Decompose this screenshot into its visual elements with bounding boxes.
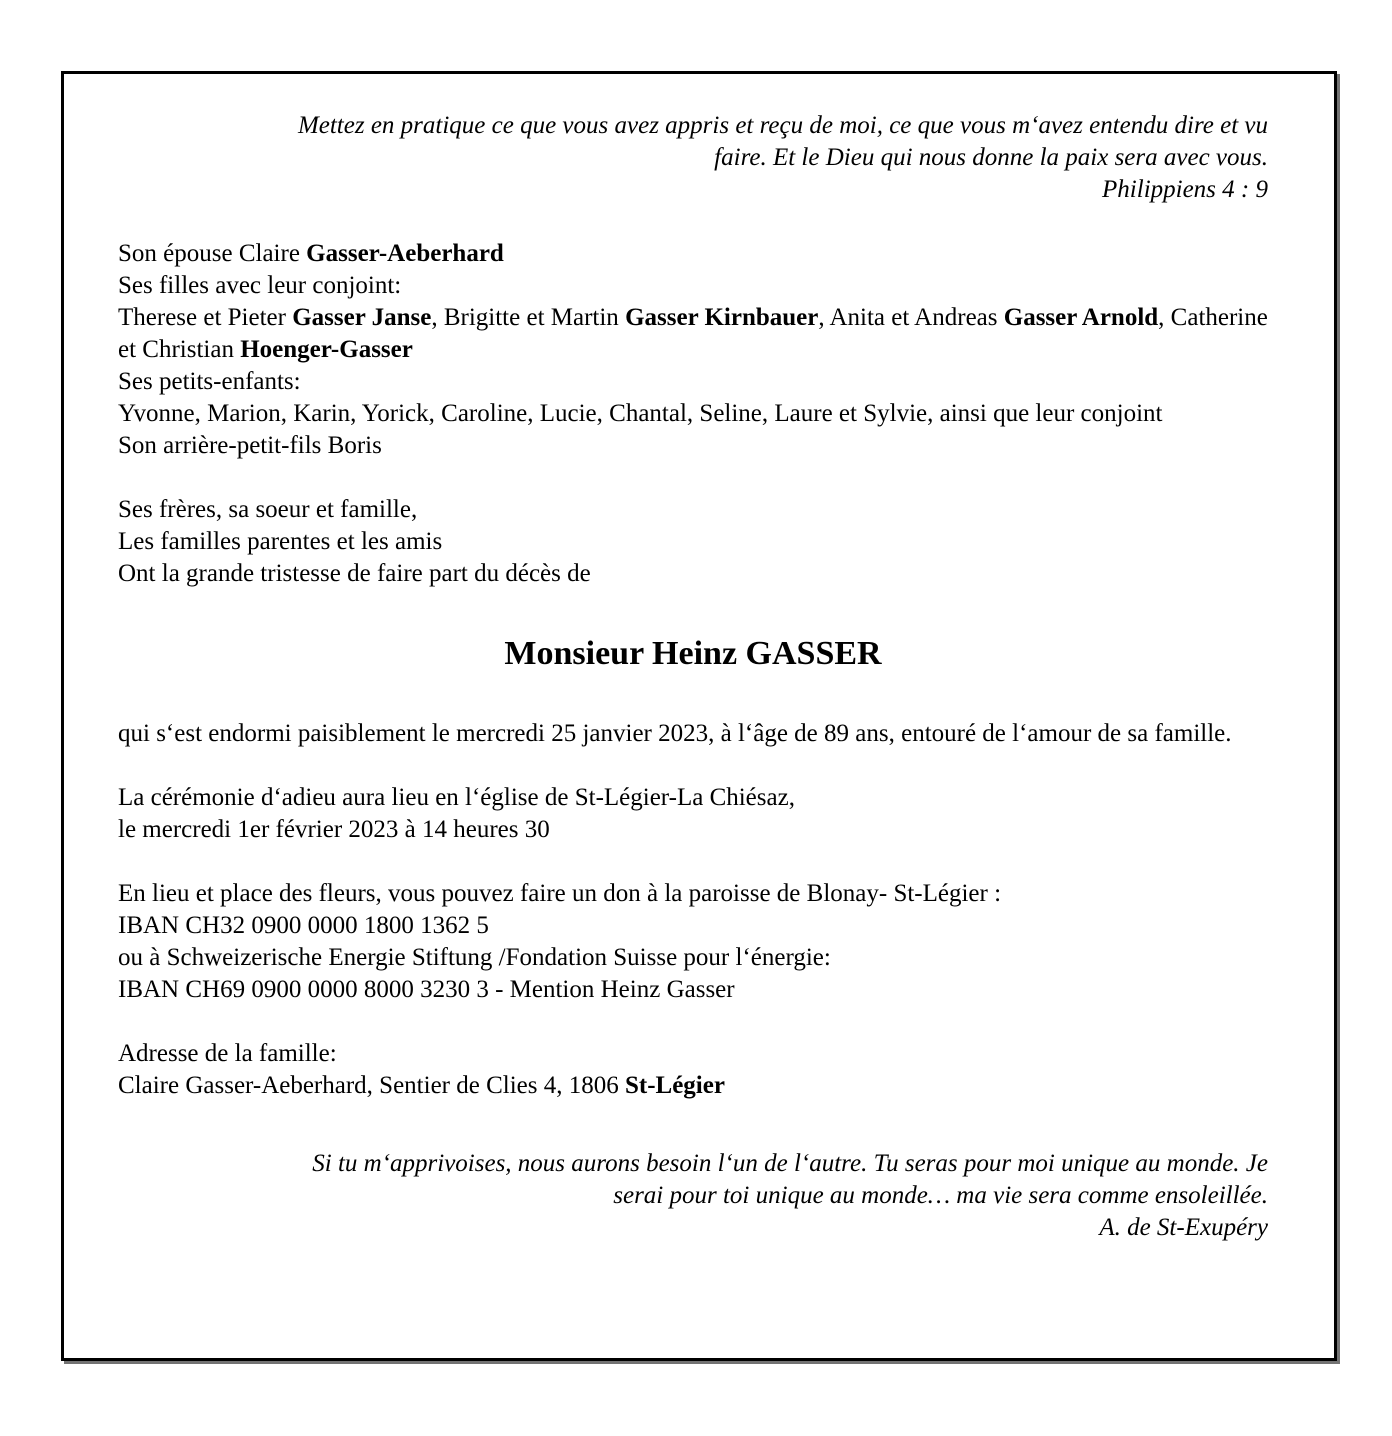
daughter-couple-4-name: Hoenger-Gasser — [240, 336, 413, 363]
obituary-frame — [61, 71, 1337, 1361]
daughters-names — [118, 302, 1268, 366]
great-grandson-line: Son arrière-petit-fils Boris — [118, 432, 382, 459]
ceremony-datetime-line: le mercredi 1er février 2023 à 14 heures 30 — [118, 816, 550, 843]
donations-iban2-line: IBAN CH69 0900 0000 8000 3230 3 - Mention Heinz Gasser — [118, 976, 735, 1003]
donations-intro-line: En lieu et place des fleurs, vous pouvez faire un don à la paroisse de Blonay- St-Légier : — [118, 880, 1002, 907]
closing-quote-line-2: serai pour toi unique au monde… ma vie sera comme ensoleillée. — [613, 1182, 1268, 1209]
family-address-value: Claire Gasser-Aeberhard, Sentier de Clies 4, 1806 — [118, 1072, 625, 1099]
spouse-prefix: Son épouse Claire — [118, 240, 307, 267]
daughter-couple-2-prefix: , Brigitte et Martin — [431, 304, 626, 331]
ceremony-details — [118, 782, 1268, 846]
family-address-city: St-Légier — [624, 1072, 725, 1099]
donations-iban1-line: IBAN CH32 0900 0000 1800 1362 5 — [118, 912, 489, 939]
epigraph-source: Philippiens 4 : 9 — [1102, 176, 1268, 203]
closing-quote-source: A. de St-Exupéry — [1099, 1214, 1268, 1241]
daughter-couple-1-name: Gasser Janse — [292, 304, 432, 331]
families-line: Les familles parentes et les amis — [118, 528, 443, 555]
donations-details — [118, 878, 1268, 1006]
announcement-line: Ont la grande tristesse de faire part du décès de — [118, 560, 591, 587]
spouse-line — [118, 238, 1268, 270]
closing-quote-line-1: Si tu m‘apprivoises, nous aurons besoin l‘un de l‘autre. Tu seras pour moi unique au monde. Je — [312, 1150, 1268, 1177]
daughter-couple-3-name: Gasser Arnold — [1003, 304, 1159, 331]
siblings-line: Ses frères, sa soeur et famille, — [118, 496, 418, 523]
daughter-couple-1-prefix: Therese et Pieter — [118, 304, 293, 331]
grandchildren-label: Ses petits-enfants: — [118, 368, 301, 395]
daughter-couple-4-prefix: , Catherine et Christian — [118, 304, 1268, 363]
epigraph-line-2: faire. Et le Dieu qui nous donne la paix sera avec vous. — [714, 144, 1268, 171]
family-address — [118, 1038, 1268, 1102]
family-address-label: Adresse de la famille: — [118, 1040, 337, 1067]
family-address-line — [118, 1070, 1268, 1102]
ceremony-location-line: La cérémonie d‘adieu aura lieu en l‘église de St-Légier-La Chiésaz, — [118, 784, 795, 811]
grandchildren-names: Yvonne, Marion, Karin, Yorick, Caroline, Lucie, Chantal, Seline, Laure et Sylvie, ainsi que leur conjoint — [118, 400, 1163, 427]
daughters-label: Ses filles avec leur conjoint: — [118, 272, 402, 299]
spouse-name: Gasser-Aeberhard — [306, 240, 504, 267]
siblings-and-announcement — [118, 494, 1268, 590]
donations-alternative-line: ou à Schweizerische Energie Stiftung /Fondation Suisse pour l‘énergie: — [118, 944, 831, 971]
epigraph-line-1: Mettez en pratique ce que vous avez appris et reçu de moi, ce que vous m‘avez entendu dire et vu — [297, 112, 1268, 139]
mourners-list — [118, 238, 1268, 462]
deceased-name-title: Monsieur Heinz GASSER — [504, 635, 882, 672]
closing-quote — [118, 1148, 1268, 1244]
death-notice-paragraph: qui s‘est endormi paisiblement le mercredi 25 janvier 2023, à l‘âge de 89 ans, entouré de l‘amour de sa famille. — [118, 720, 1232, 747]
epigraph-quote — [118, 110, 1268, 206]
daughter-couple-3-prefix: , Anita et Andreas — [818, 304, 1004, 331]
daughter-couple-2-name: Gasser Kirnbauer — [625, 304, 819, 331]
